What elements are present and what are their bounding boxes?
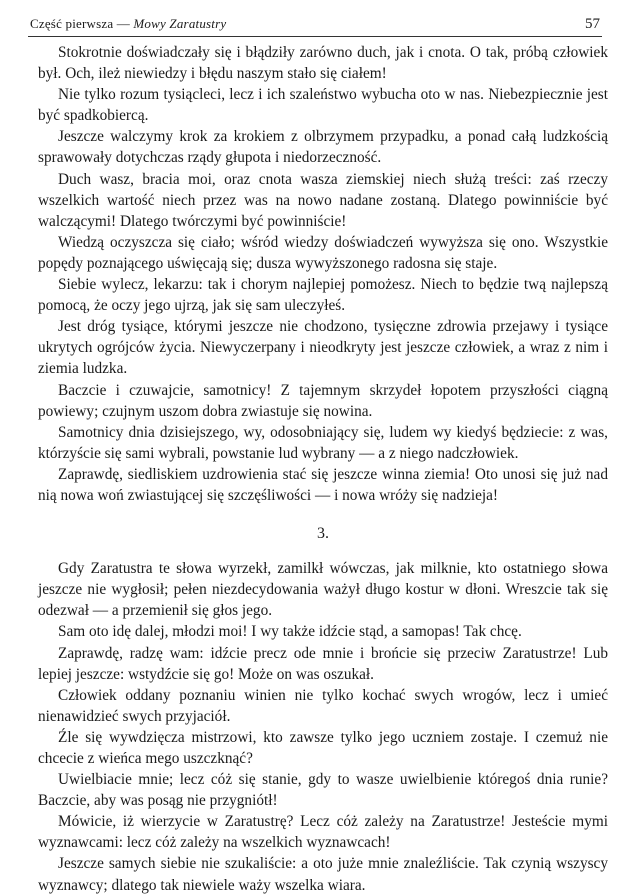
paragraph: Nie tylko rozum tysiącleci, lecz i ich szaleństwo wybucha oto w nas. Niebezpiecznie jest być spadkobiercą. — [38, 86, 608, 125]
paragraph: Mówicie, iż wierzycie w Zaratustrę? Lecz cóż zależy na Zaratustrze! Jesteście mymi wyznawcami: lecz cóż zależy na wszelkich wyznawcach! — [38, 813, 608, 852]
paragraph: Zaprawdę, radzę wam: idźcie precz ode mnie i brońcie się przeciw Zaratustrze! Lub lepiej jeszcze: wstydźcie się go! Może on was oszukał. — [38, 644, 608, 683]
page-body — [38, 42, 608, 896]
paragraph: Wiedzą oczyszcza się ciało; wśród wiedzy doświadczeń wywyższa się ono. Wszystkie popędy poznającego uświęcają się; dusza wywyższonego radosna się staje. — [38, 233, 608, 272]
paragraph: Stokrotnie doświadczały się i błądziły zarówno duch, jak i cnota. O tak, próbą człowiek był. Och, ileż niewiedzy i błędu naszym stało się ciałem! — [38, 44, 608, 83]
paragraph: Sam oto idę dalej, młodzi moi! I wy także idźcie stąd, a samopas! Tak chcę. — [58, 623, 522, 641]
header-separator: — — [113, 16, 134, 31]
paragraph: Źle się wywdzięcza mistrzowi, kto zawsze tylko jego uczniem zostaje. I czemuż nie chcecie z wieńca mego uszczknąć? — [38, 728, 608, 767]
header-work: Mowy Zaratustry — [133, 16, 227, 31]
paragraph: Duch wasz, bracia moi, oraz cnota wasza ziemskiej niech służą treści: zaś rzeczy wszelkich wartość niech przez was na nowo nadane zostaną. Dlatego powinniście być walczącymi! Dlatego twórczymi być powinniście! — [38, 170, 608, 230]
running-header — [28, 12, 602, 37]
paragraph: Jeszcze walczymy krok za krokiem z olbrzymem przypadku, a ponad całą ludzkością sprawowały dotychczas rządy głupota i niedorzeczność. — [38, 128, 608, 167]
header-title — [30, 16, 226, 32]
paragraph: Siebie wylecz, lekarzu: tak i chorym najlepiej pomożesz. Niech to będzie twą najlepszą pomocą, że oczy jego ujrzą, jak się sam uleczyłeś. — [38, 276, 608, 315]
section-number: 3. — [317, 525, 329, 543]
page-number: 57 — [585, 16, 600, 32]
paragraph: Zaprawdę, siedliskiem uzdrowienia stać się jeszcze winna ziemia! Oto unosi się już nad nią nowa woń zwiastującej się szczęśliwości — i nowa wróży się nadzieja! — [38, 465, 608, 504]
header-part: Część pierwsza — [30, 16, 114, 31]
paragraph: Baczcie i czuwajcie, samotnicy! Z tajemnym skrzydeł łopotem przyszłości ciągną powiewy; czujnym uszom dobra zwiastuje się nowina. — [38, 381, 608, 420]
paragraph: Jest dróg tysiące, którymi jeszcze nie chodzono, tysięczne zdrowia przejawy i tysiące ukrytych ogrójców życia. Niewyczerpany i nieodkryty jest jeszcze człowiek, a wraz z nim i ziemia ludzka. — [38, 318, 608, 378]
paragraph: Gdy Zaratustra te słowa wyrzekł, zamilkł wówczas, jak milknie, kto ostatniego słowa jeszcze nie wygłosił; pełen niezdecydowania ważył długo kostur w dłoni. Wreszcie tak się odezwał — a przemienił się głos jego. — [38, 560, 608, 620]
paragraph: Jeszcze samych siebie nie szukaliście: a oto juże mnie znaleźliście. Tak czynią wszyscy wyznawcy; dlatego tak niewiele waży wszelka wiara. — [38, 855, 608, 894]
paragraph: Uwielbiacie mnie; lecz cóż się stanie, gdy to wasze uwielbienie któregoś dnia runie? Baczcie, aby was posąg nie przygniótł! — [38, 771, 608, 810]
paragraph: Samotnicy dnia dzisiejszego, wy, odosobniający się, ludem wy kiedyś będziecie: z was, którzyście się sami wybrali, powstanie lud wybrany — a z niego nadczłowiek. — [38, 423, 608, 462]
paragraph: Człowiek oddany poznaniu winien nie tylko kochać swych wrogów, lecz i umieć nienawidzieć swych przyjaciół. — [38, 686, 608, 725]
